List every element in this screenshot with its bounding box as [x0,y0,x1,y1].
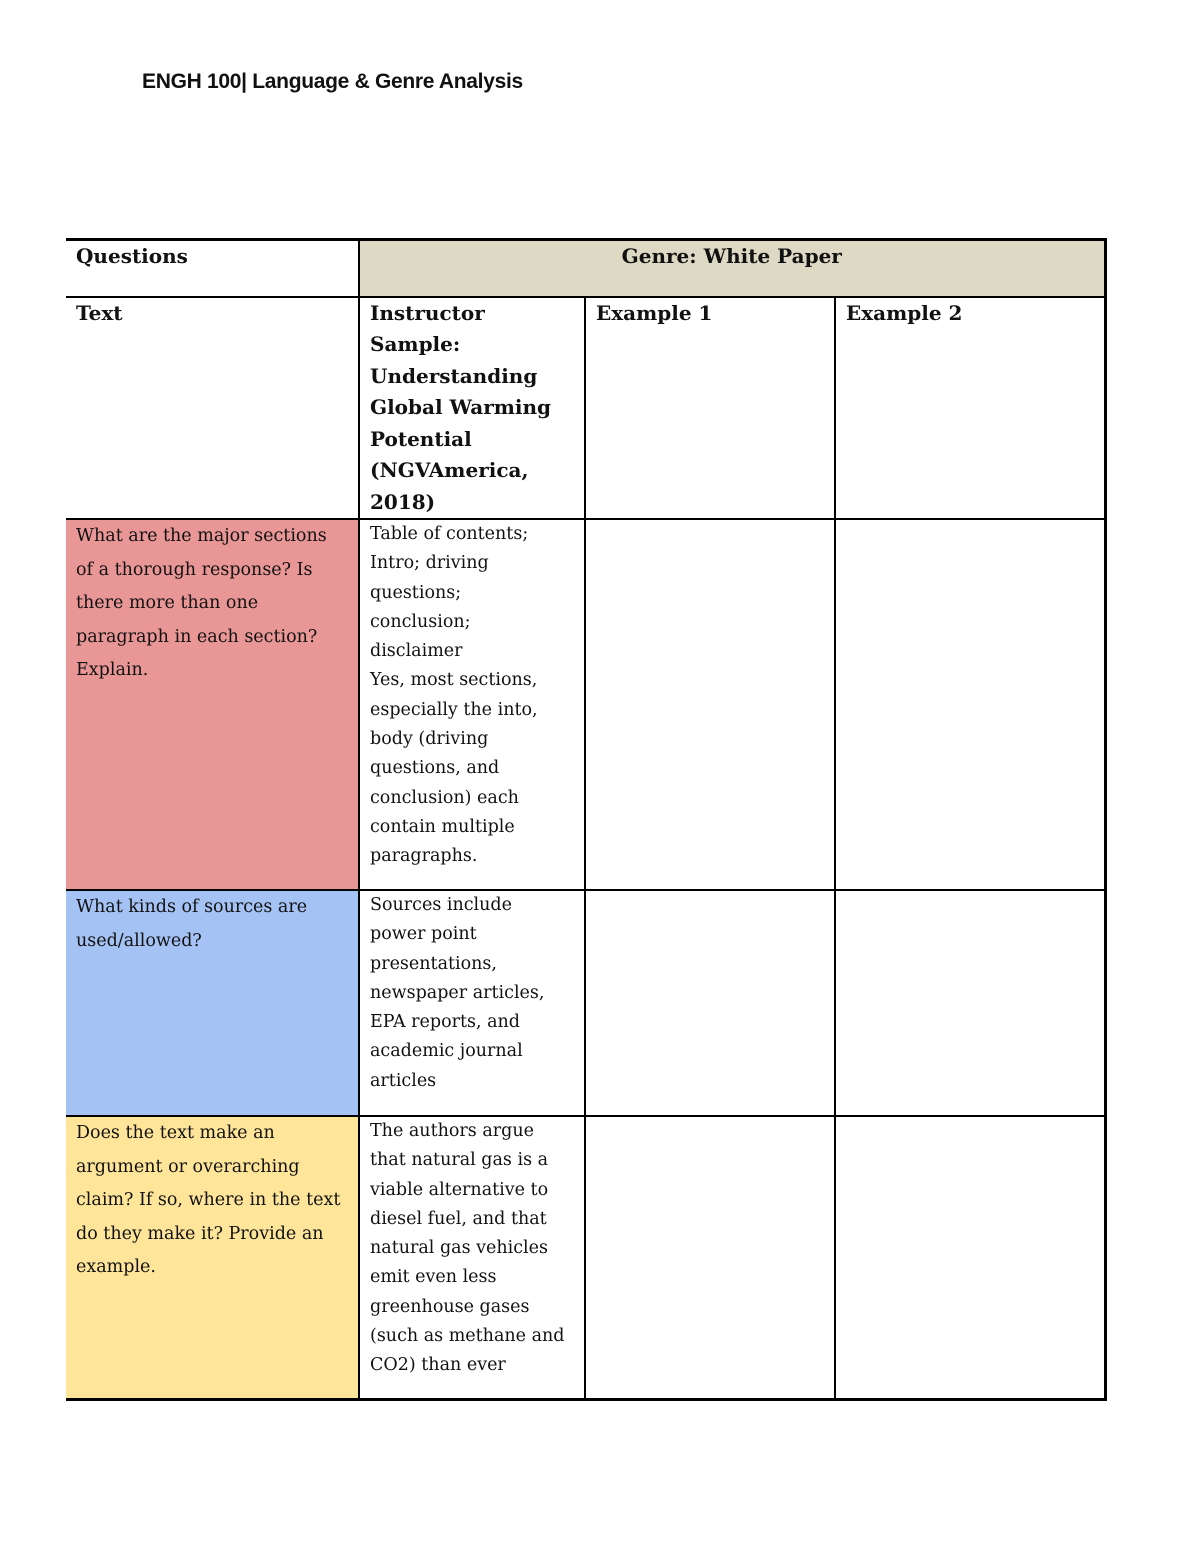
questions-header: Questions [66,240,359,297]
question-sections: What are the major sections of a thorough response? Is there more than one paragraph in each section? Explain. [66,519,359,890]
answer-line: conclusion) each [370,787,519,808]
example-1-header: Example 1 [585,297,835,520]
answer-sections [359,519,585,890]
answer-line: diesel fuel, and that [370,1208,547,1229]
answer-line: presentations, [370,953,497,974]
answer-line: Intro; driving [370,553,489,574]
example-1-cell[interactable] [585,519,835,890]
example-2-cell[interactable] [835,519,1105,890]
answer-line: questions; [370,582,462,603]
answer-line: greenhouse gases [370,1296,530,1317]
answer-line: emit even less [370,1267,497,1288]
example-2-cell[interactable] [835,1116,1105,1399]
document-title: ENGH 100| Language & Genre Analysis [142,70,523,93]
table-row [66,1116,1105,1399]
answer-line: disclaimer [370,641,463,662]
answer-line: conclusion; [370,611,471,632]
question-sources: What kinds of sources are used/allowed? [66,890,359,1116]
answer-line: newspaper articles, [370,982,545,1003]
text-row [66,297,1105,520]
example-1-cell[interactable] [585,1116,835,1399]
example-1-cell[interactable] [585,890,835,1116]
answer-line: Yes, most sections, [370,670,538,691]
answer-line: natural gas vehicles [370,1238,548,1259]
question-argument: Does the text make an argument or overarching claim? If so, where in the text do they make it? Provide an example. [66,1116,359,1399]
answer-line: viable alternative to [370,1179,549,1200]
answer-line: paragraphs. [370,846,478,867]
example-2-header: Example 2 [835,297,1105,520]
answer-line: CO2) than ever [370,1355,506,1376]
answer-argument [359,1116,585,1399]
answer-line: body (driving [370,729,489,750]
answer-line: articles [370,1070,437,1091]
answer-line: Table of contents; [370,524,529,544]
answer-sources [359,890,585,1116]
genre-header: Genre: White Paper [359,240,1105,297]
answer-line: contain multiple [370,816,515,837]
answer-line: (such as methane and [370,1326,565,1347]
table-row [66,890,1105,1116]
text-label: Text [66,297,359,520]
table-header-row [66,240,1105,297]
answer-line: Sources include [370,895,512,915]
answer-line: questions, and [370,758,500,779]
answer-line: especially the into, [370,699,538,720]
answer-line: power point [370,924,477,945]
answer-line: The authors argue [370,1121,534,1141]
answer-line: EPA reports, and [370,1012,521,1033]
example-2-cell[interactable] [835,890,1105,1116]
table-row [66,519,1105,890]
answer-line: academic journal [370,1041,523,1062]
answer-line: that natural gas is a [370,1150,549,1171]
genre-analysis-table [66,238,1107,1401]
instructor-sample-header: Instructor Sample: Understanding Global Warming Potential (NGVAmerica, 2018) [359,297,585,520]
